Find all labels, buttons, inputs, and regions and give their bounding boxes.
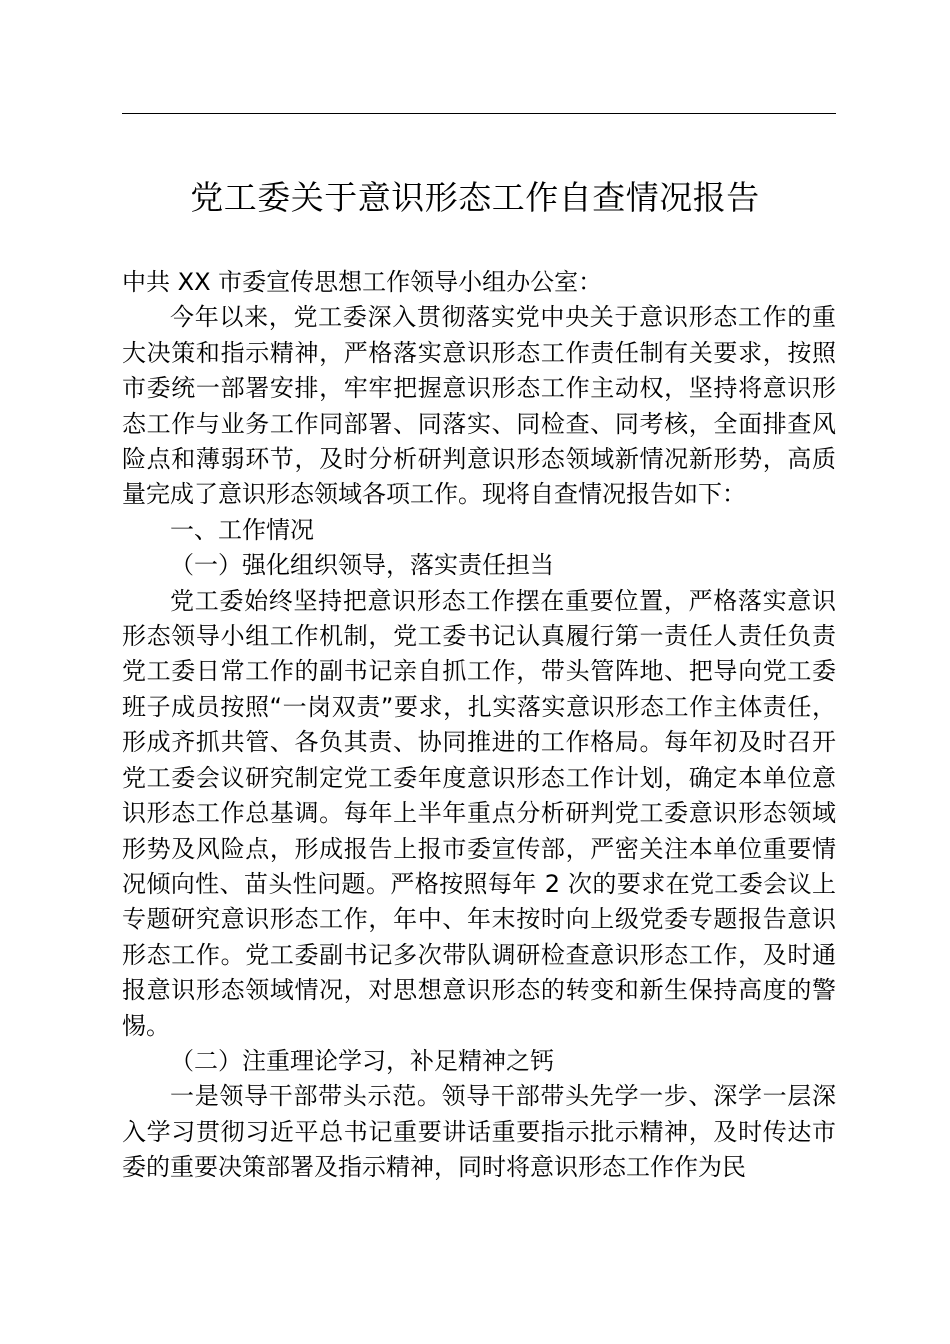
document-body: [122, 265, 836, 1186]
salutation: 中共 XX 市委宣传思想工作领导小组办公室：: [122, 268, 603, 296]
section-heading-work-status: 一、工作情况: [170, 515, 314, 544]
subsection-paragraph-theory-study: 一是领导干部带头示范。领导干部带头先学一步、深学一层深入学习贯彻习近平总书记重要讲话重要指示批示精神，及时传达市委的重要决策部署及指示精神，同时将意识形态工作作为民: [122, 1082, 836, 1182]
subsection-heading-theory-study: （二）注重理论学习，补足精神之钙: [170, 1046, 554, 1075]
subsection-heading-organization: （一）强化组织领导，落实责任担当: [170, 551, 554, 580]
subsection-paragraph-organization: 党工委始终坚持把意识形态工作摆在重要位置，严格落实意识形态领导小组工作机制，党工委书记认真履行第一责任人责任负责党工委日常工作的副书记亲自抓工作，带头管阵地、把导向党工委班子成员按照“一岗双责”要求，扎实落实意识形态工作主体责任，形成齐抓共管、各负其责、协同推进的工作格局。每年初及时召开党工委会议研究制定党工委年度意识形态工作计划，确定本单位意识形态工作总基调。每年上半年重点分析研判党工委意识形态领域形势及风险点，形成报告上报市委宣传部，严密关注本单位重要情况倾向性、苗头性问题。严格按照每年 2 次的要求在党工委会议上专题研究意识形态工作，年中、年末按时向上级党委专题报告意识形态工作。党工委副书记多次带队调研检查意识形态工作，及时通报意识形态领域情况，对思想意识形态的转变和新生保持高度的警惕。: [122, 586, 836, 1040]
document-title: 党工委关于意识形态工作自查情况报告: [190, 178, 760, 217]
top-horizontal-rule: [122, 113, 836, 114]
intro-paragraph: 今年以来，党工委深入贯彻落实党中央关于意识形态工作的重大决策和指示精神，严格落实意识形态工作责任制有关要求，按照市委统一部署安排，牢牢把握意识形态工作主动权，坚持将意识形态工作与业务工作同部署、同落实、同检查、同考核，全面排查风险点和薄弱环节，及时分析研判意识形态领域新情况新形势，高质量完成了意识形态领域各项工作。现将自查情况报告如下：: [122, 303, 836, 509]
